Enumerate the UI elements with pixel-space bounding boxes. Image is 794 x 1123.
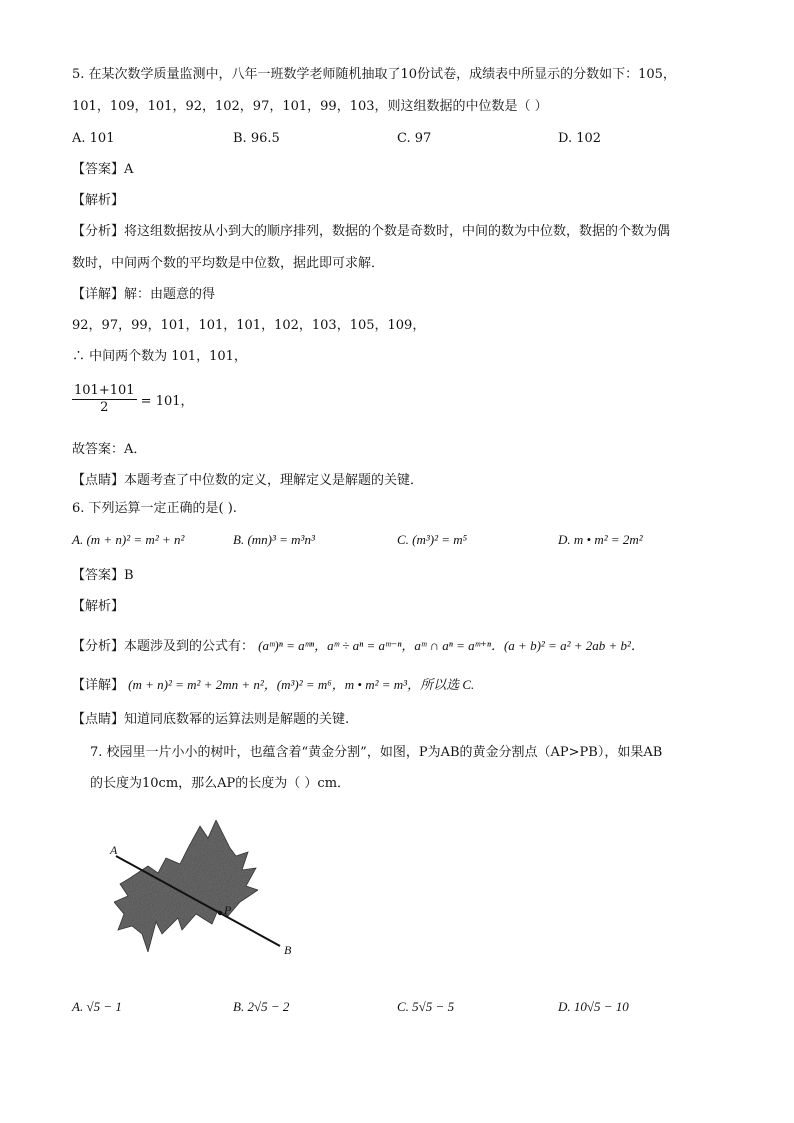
q7-stem-line1: 7. 校园里一片小小的树叶，也蕴含着“黄金分割”，如图，P为AB的黄金分割点（AP>PB），如果AB (90, 745, 663, 760)
q6-jiexi: 【解析】 (72, 599, 125, 614)
q5-option-c: C. 97 (397, 131, 432, 146)
q7-option-d: D. 10√5 − 10 (558, 999, 629, 1014)
q6-analysis-label: 【分析】本题涉及到的公式有： (72, 639, 255, 654)
q5-conclusion: 故答案：A． (72, 442, 147, 457)
q5-fraction-numerator: 101+101 (74, 383, 135, 398)
q5-fraction-denominator: 2 (100, 400, 109, 415)
q5-analysis-line1: 【分析】将这组数据按从小到大的顺序排列，数据的个数是奇数时，中间的数为中位数，数据的个数为偶 (72, 224, 671, 239)
point-p (218, 911, 222, 915)
q5-analysis-line2: 数时，中间两个数的平均数是中位数，据此即可求解． (72, 256, 385, 271)
q5-stem-line2: 101，109，101，92，102，97，101，99，103，则这组数据的中位数是（ ） (72, 99, 548, 114)
q5-remark: 【点睛】本题考查了中位数的定义，理解定义是解题的关键． (72, 473, 424, 488)
q5-option-b: B. 96.5 (233, 131, 280, 146)
q6-option-d: D. m • m² = 2m² (558, 532, 643, 547)
label-a: A (110, 843, 118, 857)
q6-analysis-formula: (aᵐ)ⁿ = aᵐⁿ，aᵐ ÷ aⁿ = aᵐ⁻ⁿ，aᵐ ∩ aⁿ = aᵐ⁺ⁿ．(a + b)² = a² + 2ab + b²． (258, 638, 644, 653)
q7-stem-line2: 的长度为10cm，那么AP的长度为（ ）cm． (90, 776, 351, 791)
q7-option-c: C. 5√5 − 5 (397, 999, 455, 1014)
q5-middle-values: ∴ 中间两个数为 101，101， (72, 349, 247, 364)
q5-option-d: D. 102 (558, 131, 602, 146)
q6-detail-formula: (m + n)² = m² + 2mn + n²，(m³)² = m⁶，m • m² = m³，所以选 C. (128, 677, 475, 692)
q5-fraction-line (72, 383, 194, 416)
label-p: P (224, 903, 232, 917)
q6-option-b: B. (mn)³ = m³n³ (233, 532, 315, 547)
q5-fraction (72, 383, 137, 416)
q7-option-b: B. 2√5 − 2 (233, 999, 290, 1014)
q5-jiexi: 【解析】 (72, 193, 125, 208)
q6-option-c: C. (m³)² = m⁵ (397, 532, 468, 547)
q5-detail: 【详解】解：由题意的得 (72, 287, 216, 302)
q6-analysis (72, 637, 644, 656)
q6-option-a: A. (m + n)² = m² + n² (72, 532, 185, 547)
q6-stem: 6. 下列运算一定正确的是( ). (72, 501, 237, 516)
label-b: B (284, 943, 292, 957)
q5-fraction-result: = 101， (140, 394, 194, 409)
leaf-shape (114, 820, 258, 952)
q6-detail (72, 676, 474, 695)
q6-answer: 【答案】B (72, 568, 134, 583)
maple-leaf-figure (108, 818, 304, 964)
q7-option-a: A. √5 − 1 (72, 999, 122, 1014)
q6-detail-label: 【详解】 (72, 678, 125, 693)
q5-stem-line1: 5. 在某次数学质量监测中，八年一班数学老师随机抽取了10份试卷，成绩表中所显示的分数如下：105， (72, 67, 676, 82)
q5-option-a: A. 101 (72, 131, 115, 146)
q6-remark: 【点睛】知道同底数幂的运算法则是解题的关键. (72, 712, 350, 727)
q5-answer: 【答案】A (72, 162, 134, 177)
q5-sorted-data: 92，97，99，101，101，101，102，103，105，109， (72, 318, 426, 333)
